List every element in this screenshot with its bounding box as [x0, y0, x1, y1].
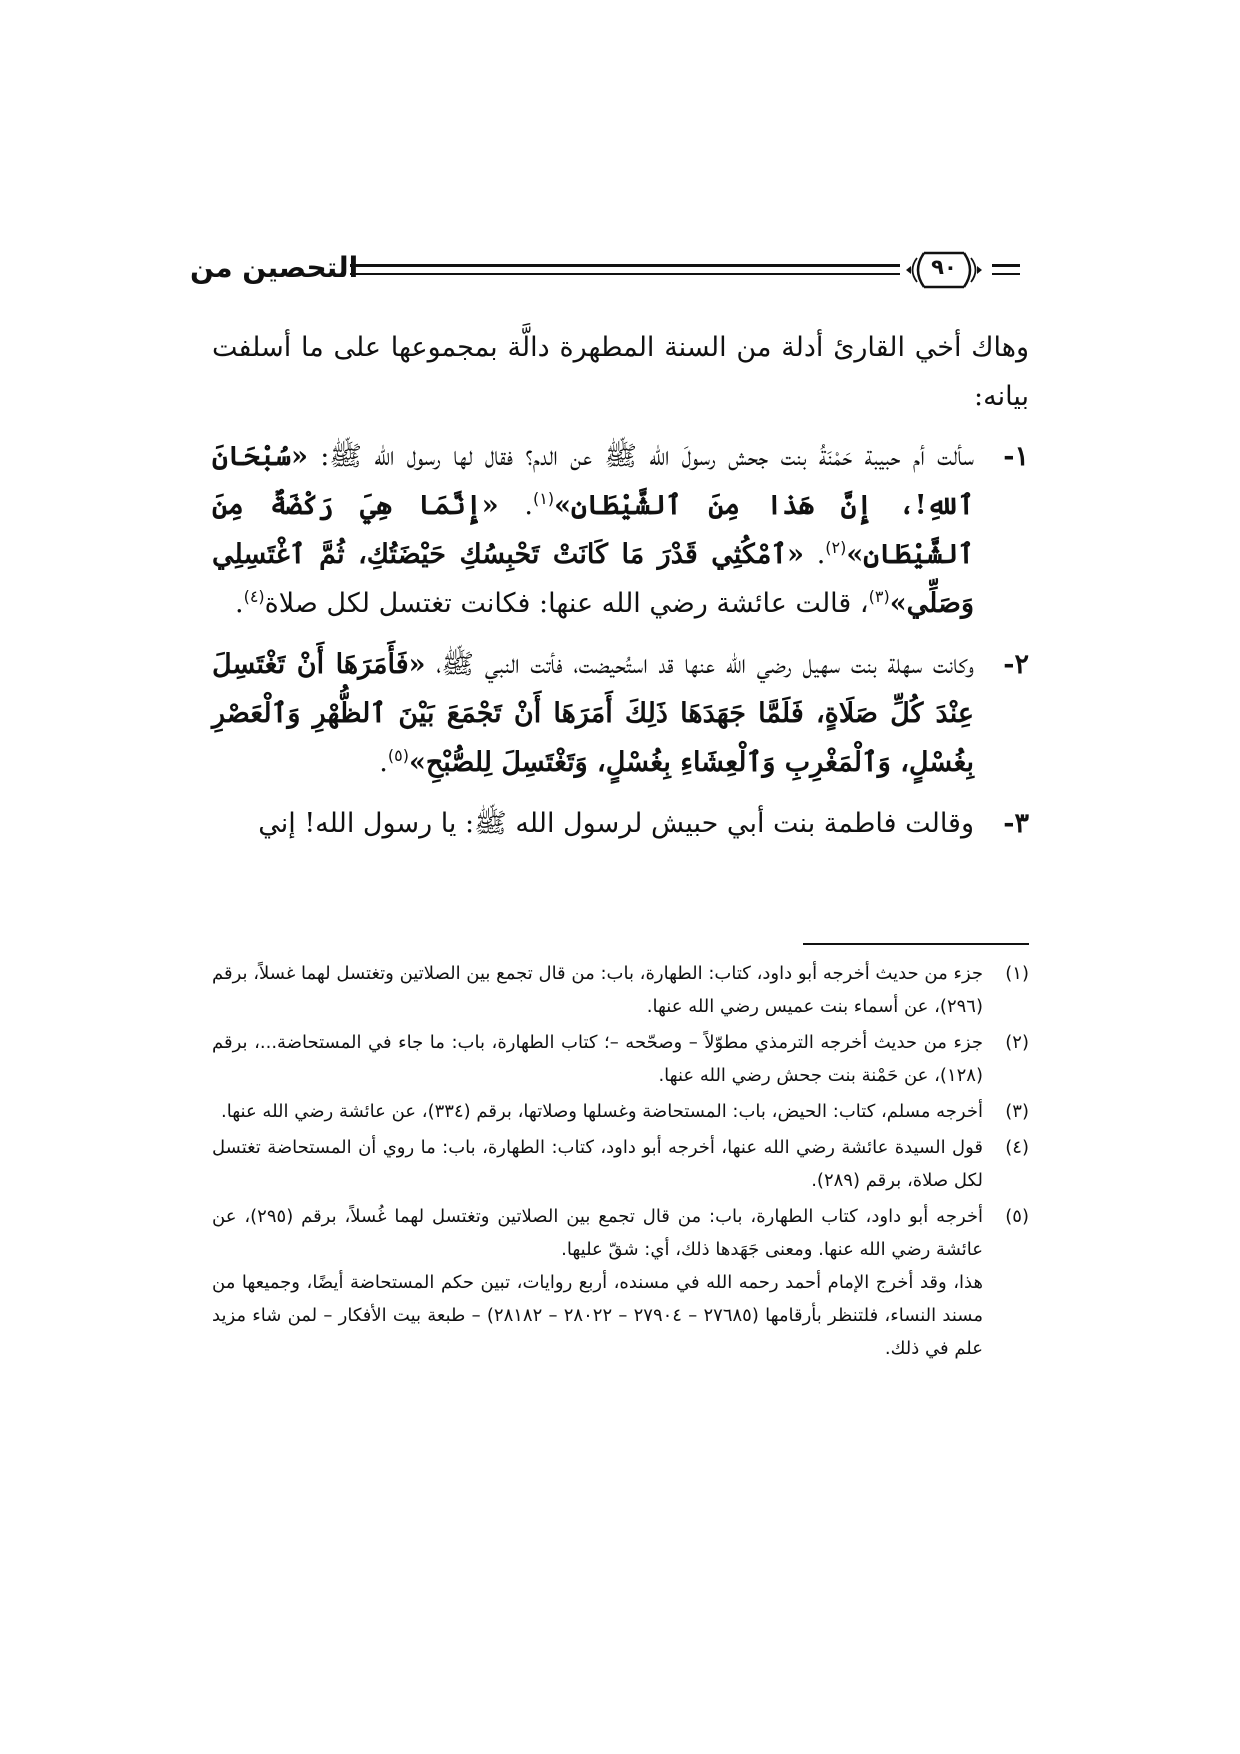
item-text: ، قالت عائشة رضي الله عنها: فكانت تغتسل لكل صلاة — [264, 588, 869, 619]
footnote — [212, 1026, 1029, 1092]
footnote-separator — [803, 943, 1029, 945]
footnote-text: جزء من حديث أخرجه الترمذي مطوّلاً – وصحّحه –؛ كتاب الطهارة، باب: ما جاء في المستحاضة...، برقم (١٢٨)، عن حَمْنة بنت جحش رضي الله عنها. — [212, 1032, 983, 1086]
footnote-text: جزء من حديث أخرجه أبو داود، كتاب: الطهارة، باب: من قال تجمع بين الصلاتين وتغتسل لهما غسلاً، برقم (٢٩٦)، عن أسماء بنت عميس رضي الله عنها. — [211, 963, 983, 1017]
hadith-quote: «إِنَّمَا هِيَ رَكْضَةٌ مِنَ ٱلشَّيْطَانِ» — [212, 490, 974, 570]
footnote-ref: (٢) — [825, 538, 847, 557]
hadith-quote: «سُبْحَانَ ٱللهِ!، إِنَّ هَذا مِنَ ٱلشَّيْطَانِ» — [212, 441, 975, 521]
item-text: . — [498, 490, 533, 521]
header-rule-short — [992, 264, 1020, 275]
footnote-number: (١) — [1005, 963, 1029, 984]
hadith-quote: «فَأَمَرَهَا أَنْ تَغْتَسِلَ عِنْدَ كُلِّ صَلَاةٍ، فَلَمَّا جَهَدَهَا ذَلِكَ أَمَرَهَا أَنْ تَجْمَعَ بَيْنَ ٱلظُّهْرِ وَٱلْعَصْرِ بِغُسْلٍ، وَٱلْمَغْرِبِ وَٱلْعِشَاءِ بِغُسْلٍ، وَتَغْتَسِلَ لِلصُّبْحِ» — [212, 649, 974, 778]
footnote-number: (٤) — [1005, 1137, 1029, 1158]
footnote-text: أخرجه مسلم، كتاب: الحيض، باب: المستحاضة وغسلها وصلاتها، برقم (٣٣٤)، عن عائشة رضي الله عنها. — [221, 1101, 983, 1122]
item-text: سألت أم حبيبة حَمْنَةُ بنت جحش رسولَ الله ﷺ عن الدم؟ فقال لها رسول الله ﷺ: — [307, 441, 974, 472]
item-text: . — [234, 588, 244, 619]
footnote-ref: (٣) — [868, 587, 890, 606]
footnote-number: (٥) — [1005, 1206, 1029, 1227]
footnotes — [212, 957, 1029, 1368]
footnote — [212, 1200, 1029, 1365]
footnote-ref: (٤) — [243, 587, 265, 606]
item-number: ٢- — [1003, 649, 1029, 680]
intro-paragraph: وهاك أخي القارئ أدلة من السنة المطهرة دالَّة بمجموعها على ما أسلفت بيانه: — [212, 332, 1029, 412]
list-item — [212, 432, 1029, 628]
list-item — [212, 640, 1029, 787]
running-header — [190, 250, 1020, 290]
footnote-text: قول السيدة عائشة رضي الله عنها، أخرجه أبو داود، كتاب: الطهارة، باب: ما روي أن المستحاضة تغتسل لكل صلاة، برقم (٢٨٩). — [212, 1137, 983, 1191]
item-text: وقالت فاطمة بنت أبي حبيش لرسول الله ﷺ: يا رسول الله! إني — [258, 808, 974, 839]
item-text: . — [804, 539, 826, 570]
hadith-quote: «ٱمْكُثِي قَدْرَ مَا كَانَتْ تَحْبِسُكِ حَيْضَتُكِ، ثُمَّ ٱغْتَسِلِي وَصَلِّي» — [212, 539, 974, 619]
header-title: التحصين من — [190, 251, 359, 284]
page-number: ٩٠ — [931, 255, 957, 279]
footnote-ref: (٥) — [387, 746, 409, 765]
item-number: ١- — [1003, 441, 1029, 472]
header-rule — [350, 264, 900, 275]
footnote-extra-text: هذا، وقد أخرج الإمام أحمد رحمه الله في مسنده، أربع روايات، تبين حكم المستحاضة أيضًا، وجميعها من مسند النساء، فلتنظر بأرقامها (٢٧٦٨٥ – ٢٧٩٠٤ – ٢٨٠٢٢ – ٢٨١٨٢) – طبعة بيت الأفكار – لمن شاء مزيد علم في ذلك. — [212, 1272, 983, 1359]
item-number: ٣- — [1003, 808, 1029, 839]
footnote — [212, 1131, 1029, 1197]
page-number-badge — [904, 250, 984, 290]
item-text: . — [379, 747, 388, 778]
footnote — [212, 1095, 1029, 1128]
main-text — [212, 323, 1029, 860]
list-item — [212, 799, 1029, 848]
footnote — [212, 957, 1029, 1023]
footnote-ref: (١) — [532, 489, 555, 508]
footnote-number: (٣) — [1005, 1101, 1029, 1122]
item-text: وكانت سهلة بنت سهيل رضي الله عنها قد استُحيضت، فأتت النبي ﷺ، — [425, 649, 975, 680]
footnote-text: أخرجه أبو داود، كتاب الطهارة، باب: من قال تجمع بين الصلاتين وتغتسل لهما غُسلاً، برقم (٢٩٥)، عن عائشة رضي الله عنها. ومعنى جَهَدها ذلك، أي: شقّ عليها. — [212, 1206, 984, 1260]
footnote-number: (٢) — [1005, 1032, 1029, 1053]
